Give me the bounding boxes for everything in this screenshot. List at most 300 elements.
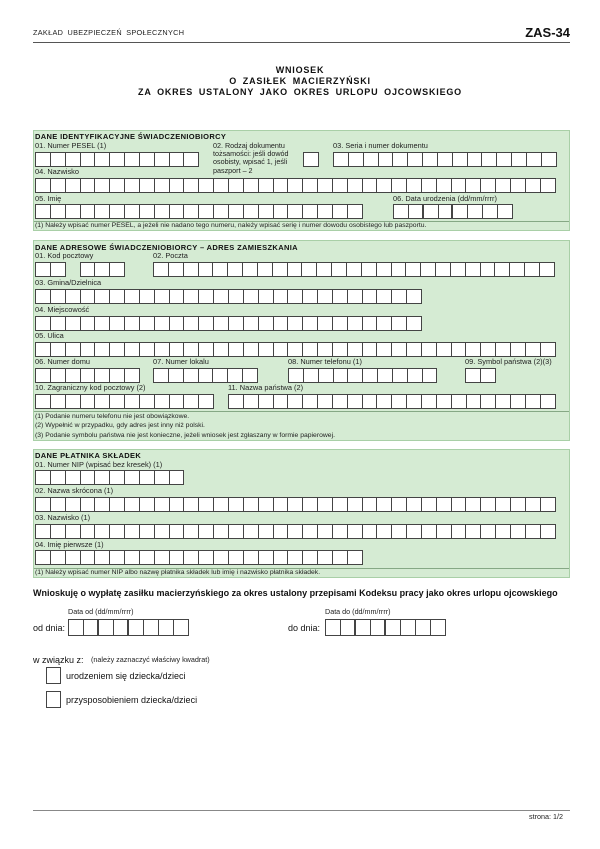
locality-cell[interactable] xyxy=(36,316,51,331)
nip-cell[interactable] xyxy=(140,470,155,485)
document-number-cell[interactable] xyxy=(542,152,557,167)
surname-cell[interactable] xyxy=(184,178,199,193)
locality-cell[interactable] xyxy=(229,316,244,331)
short-name-cell[interactable] xyxy=(422,497,437,512)
birth-date-cell[interactable] xyxy=(439,204,454,219)
country-name-cell[interactable] xyxy=(318,394,333,409)
country-name-cell[interactable] xyxy=(496,394,511,409)
locality-cell[interactable] xyxy=(51,316,66,331)
short-name-cell[interactable] xyxy=(229,497,244,512)
street-cell[interactable] xyxy=(274,342,289,357)
surname-cell[interactable] xyxy=(392,178,407,193)
country-name-cell[interactable] xyxy=(437,394,452,409)
surname-cell[interactable] xyxy=(363,178,378,193)
street-cell[interactable] xyxy=(496,342,511,357)
payer-surname-cell[interactable] xyxy=(511,524,526,539)
surname-cell[interactable] xyxy=(303,178,318,193)
payer-first-name-cell[interactable] xyxy=(155,550,170,565)
short-name-cell[interactable] xyxy=(51,497,66,512)
house-number-cell[interactable] xyxy=(110,368,125,383)
country-name-cell[interactable] xyxy=(452,394,467,409)
street-cell[interactable] xyxy=(259,342,274,357)
post-office-cell[interactable] xyxy=(481,262,496,277)
surname-cell[interactable] xyxy=(318,178,333,193)
date-from-cell[interactable] xyxy=(99,619,114,636)
nip-cell[interactable] xyxy=(66,470,81,485)
short-name-cell[interactable] xyxy=(526,497,541,512)
payer-surname-cell[interactable] xyxy=(66,524,81,539)
nip-cell[interactable] xyxy=(125,470,140,485)
payer-first-name-cell[interactable] xyxy=(81,550,96,565)
payer-surname-cell[interactable] xyxy=(437,524,452,539)
apartment-number-cell[interactable] xyxy=(213,368,228,383)
date-from-cell[interactable] xyxy=(174,619,189,636)
date-to-cell[interactable] xyxy=(341,619,356,636)
short-name-cell[interactable] xyxy=(259,497,274,512)
payer-surname-cell[interactable] xyxy=(496,524,511,539)
post-office-cell[interactable] xyxy=(495,262,510,277)
nip-cell[interactable] xyxy=(36,470,51,485)
surname-cell[interactable] xyxy=(36,178,51,193)
adoption-checkbox[interactable] xyxy=(46,691,61,708)
phone-cell[interactable] xyxy=(393,368,408,383)
foreign-postal-code-cell[interactable] xyxy=(170,394,185,409)
post-office-cell[interactable] xyxy=(406,262,421,277)
locality-cell[interactable] xyxy=(199,316,214,331)
country-name-cell[interactable] xyxy=(363,394,378,409)
surname-cell[interactable] xyxy=(333,178,348,193)
country-name-cell[interactable] xyxy=(229,394,244,409)
municipality-cell[interactable] xyxy=(288,289,303,304)
post-office-cell[interactable] xyxy=(392,262,407,277)
surname-cell[interactable] xyxy=(229,178,244,193)
municipality-cell[interactable] xyxy=(244,289,259,304)
first-name-cell[interactable] xyxy=(184,204,199,219)
short-name-cell[interactable] xyxy=(377,497,392,512)
municipality-cell[interactable] xyxy=(214,289,229,304)
first-name-cell[interactable] xyxy=(303,204,318,219)
street-cell[interactable] xyxy=(81,342,96,357)
short-name-cell[interactable] xyxy=(481,497,496,512)
post-office-cell[interactable] xyxy=(184,262,199,277)
pesel-cell[interactable] xyxy=(110,152,125,167)
street-cell[interactable] xyxy=(526,342,541,357)
nip-cell[interactable] xyxy=(155,470,170,485)
first-name-cell[interactable] xyxy=(95,204,110,219)
foreign-postal-code-cell[interactable] xyxy=(66,394,81,409)
surname-cell[interactable] xyxy=(259,178,274,193)
payer-first-name-cell[interactable] xyxy=(66,550,81,565)
municipality-cell[interactable] xyxy=(199,289,214,304)
short-name-cell[interactable] xyxy=(363,497,378,512)
document-number-cell[interactable] xyxy=(334,152,349,167)
payer-surname-cell[interactable] xyxy=(36,524,51,539)
street-cell[interactable] xyxy=(511,342,526,357)
locality-cell[interactable] xyxy=(184,316,199,331)
locality-cell[interactable] xyxy=(214,316,229,331)
phone-cell[interactable] xyxy=(363,368,378,383)
payer-first-name-cell[interactable] xyxy=(125,550,140,565)
locality-cell[interactable] xyxy=(333,316,348,331)
first-name-cell[interactable] xyxy=(229,204,244,219)
first-name-cell[interactable] xyxy=(214,204,229,219)
surname-cell[interactable] xyxy=(274,178,289,193)
locality-cell[interactable] xyxy=(155,316,170,331)
nip-cell[interactable] xyxy=(170,470,185,485)
first-name-cell[interactable] xyxy=(155,204,170,219)
street-cell[interactable] xyxy=(466,342,481,357)
street-cell[interactable] xyxy=(407,342,422,357)
municipality-cell[interactable] xyxy=(155,289,170,304)
date-to-cell[interactable] xyxy=(416,619,431,636)
post-office-cell[interactable] xyxy=(451,262,466,277)
payer-first-name-cell[interactable] xyxy=(110,550,125,565)
surname-cell[interactable] xyxy=(140,178,155,193)
phone-cell[interactable] xyxy=(289,368,304,383)
post-office-cell[interactable] xyxy=(213,262,228,277)
locality-cell[interactable] xyxy=(244,316,259,331)
surname-cell[interactable] xyxy=(244,178,259,193)
date-from-cell[interactable] xyxy=(159,619,174,636)
post-office-cell[interactable] xyxy=(199,262,214,277)
street-cell[interactable] xyxy=(348,342,363,357)
phone-cell[interactable] xyxy=(408,368,423,383)
pesel-cell[interactable] xyxy=(66,152,81,167)
street-cell[interactable] xyxy=(452,342,467,357)
payer-surname-cell[interactable] xyxy=(407,524,422,539)
short-name-cell[interactable] xyxy=(155,497,170,512)
document-number-cell[interactable] xyxy=(453,152,468,167)
first-name-cell[interactable] xyxy=(199,204,214,219)
country-name-cell[interactable] xyxy=(481,394,496,409)
postal-code-cell[interactable] xyxy=(95,262,110,277)
surname-cell[interactable] xyxy=(481,178,496,193)
street-cell[interactable] xyxy=(229,342,244,357)
street-cell[interactable] xyxy=(318,342,333,357)
first-name-cell[interactable] xyxy=(259,204,274,219)
date-from-cell[interactable] xyxy=(114,619,129,636)
locality-cell[interactable] xyxy=(288,316,303,331)
birth-date-cell[interactable] xyxy=(409,204,424,219)
payer-surname-cell[interactable] xyxy=(303,524,318,539)
short-name-cell[interactable] xyxy=(95,497,110,512)
street-cell[interactable] xyxy=(51,342,66,357)
surname-cell[interactable] xyxy=(466,178,481,193)
surname-cell[interactable] xyxy=(407,178,422,193)
municipality-cell[interactable] xyxy=(184,289,199,304)
surname-cell[interactable] xyxy=(155,178,170,193)
post-office-cell[interactable] xyxy=(347,262,362,277)
payer-surname-cell[interactable] xyxy=(452,524,467,539)
post-office-cell[interactable] xyxy=(436,262,451,277)
short-name-cell[interactable] xyxy=(303,497,318,512)
payer-first-name-cell[interactable] xyxy=(259,550,274,565)
apartment-number-cell[interactable] xyxy=(199,368,214,383)
house-number-cell[interactable] xyxy=(51,368,66,383)
locality-cell[interactable] xyxy=(318,316,333,331)
first-name-cell[interactable] xyxy=(140,204,155,219)
street-cell[interactable] xyxy=(303,342,318,357)
payer-surname-cell[interactable] xyxy=(466,524,481,539)
street-cell[interactable] xyxy=(437,342,452,357)
street-cell[interactable] xyxy=(170,342,185,357)
post-office-cell[interactable] xyxy=(228,262,243,277)
surname-cell[interactable] xyxy=(496,178,511,193)
birth-date-cell[interactable] xyxy=(498,204,513,219)
short-name-cell[interactable] xyxy=(392,497,407,512)
locality-cell[interactable] xyxy=(348,316,363,331)
short-name-cell[interactable] xyxy=(333,497,348,512)
payer-first-name-cell[interactable] xyxy=(199,550,214,565)
locality-cell[interactable] xyxy=(259,316,274,331)
municipality-cell[interactable] xyxy=(125,289,140,304)
locality-cell[interactable] xyxy=(170,316,185,331)
date-to-cell[interactable] xyxy=(356,619,371,636)
short-name-cell[interactable] xyxy=(184,497,199,512)
house-number-cell[interactable] xyxy=(36,368,51,383)
post-office-cell[interactable] xyxy=(362,262,377,277)
apartment-number-cell[interactable] xyxy=(184,368,199,383)
first-name-cell[interactable] xyxy=(348,204,363,219)
birth-date-cell[interactable] xyxy=(394,204,409,219)
payer-first-name-cell[interactable] xyxy=(214,550,229,565)
payer-first-name-cell[interactable] xyxy=(95,550,110,565)
payer-first-name-cell[interactable] xyxy=(348,550,363,565)
municipality-cell[interactable] xyxy=(259,289,274,304)
street-cell[interactable] xyxy=(363,342,378,357)
street-cell[interactable] xyxy=(214,342,229,357)
locality-cell[interactable] xyxy=(95,316,110,331)
document-number-cell[interactable] xyxy=(364,152,379,167)
surname-cell[interactable] xyxy=(66,178,81,193)
short-name-cell[interactable] xyxy=(199,497,214,512)
document-number-cell[interactable] xyxy=(423,152,438,167)
first-name-cell[interactable] xyxy=(333,204,348,219)
country-name-cell[interactable] xyxy=(541,394,556,409)
municipality-cell[interactable] xyxy=(51,289,66,304)
payer-first-name-cell[interactable] xyxy=(244,550,259,565)
nip-cell[interactable] xyxy=(81,470,96,485)
surname-cell[interactable] xyxy=(199,178,214,193)
post-office-cell[interactable] xyxy=(243,262,258,277)
date-from-cell[interactable] xyxy=(129,619,144,636)
short-name-cell[interactable] xyxy=(407,497,422,512)
municipality-cell[interactable] xyxy=(229,289,244,304)
country-code-cell[interactable] xyxy=(481,368,496,383)
locality-cell[interactable] xyxy=(140,316,155,331)
street-cell[interactable] xyxy=(125,342,140,357)
surname-cell[interactable] xyxy=(51,178,66,193)
document-number-cell[interactable] xyxy=(349,152,364,167)
locality-cell[interactable] xyxy=(392,316,407,331)
phone-cell[interactable] xyxy=(423,368,438,383)
payer-first-name-cell[interactable] xyxy=(184,550,199,565)
payer-first-name-cell[interactable] xyxy=(288,550,303,565)
first-name-cell[interactable] xyxy=(51,204,66,219)
document-number-cell[interactable] xyxy=(527,152,542,167)
short-name-cell[interactable] xyxy=(452,497,467,512)
pesel-cell[interactable] xyxy=(170,152,185,167)
payer-surname-cell[interactable] xyxy=(333,524,348,539)
foreign-postal-code-cell[interactable] xyxy=(155,394,170,409)
document-number-cell[interactable] xyxy=(468,152,483,167)
payer-first-name-cell[interactable] xyxy=(333,550,348,565)
country-name-cell[interactable] xyxy=(348,394,363,409)
date-to-cell[interactable] xyxy=(371,619,386,636)
first-name-cell[interactable] xyxy=(125,204,140,219)
date-to-cell[interactable] xyxy=(431,619,446,636)
short-name-cell[interactable] xyxy=(437,497,452,512)
street-cell[interactable] xyxy=(110,342,125,357)
post-office-cell[interactable] xyxy=(332,262,347,277)
payer-first-name-cell[interactable] xyxy=(51,550,66,565)
post-office-cell[interactable] xyxy=(510,262,525,277)
childbirth-checkbox[interactable] xyxy=(46,667,61,684)
street-cell[interactable] xyxy=(377,342,392,357)
country-name-cell[interactable] xyxy=(259,394,274,409)
surname-cell[interactable] xyxy=(511,178,526,193)
country-name-cell[interactable] xyxy=(526,394,541,409)
country-name-cell[interactable] xyxy=(377,394,392,409)
municipality-cell[interactable] xyxy=(95,289,110,304)
first-name-cell[interactable] xyxy=(318,204,333,219)
document-number-cell[interactable] xyxy=(482,152,497,167)
payer-surname-cell[interactable] xyxy=(526,524,541,539)
house-number-cell[interactable] xyxy=(95,368,110,383)
payer-surname-cell[interactable] xyxy=(51,524,66,539)
municipality-cell[interactable] xyxy=(303,289,318,304)
short-name-cell[interactable] xyxy=(81,497,96,512)
short-name-cell[interactable] xyxy=(244,497,259,512)
post-office-cell[interactable] xyxy=(302,262,317,277)
payer-surname-cell[interactable] xyxy=(259,524,274,539)
payer-surname-cell[interactable] xyxy=(140,524,155,539)
foreign-postal-code-cell[interactable] xyxy=(110,394,125,409)
house-number-cell[interactable] xyxy=(81,368,96,383)
apartment-number-cell[interactable] xyxy=(169,368,184,383)
postal-code-cell[interactable] xyxy=(51,262,66,277)
payer-surname-cell[interactable] xyxy=(229,524,244,539)
payer-first-name-cell[interactable] xyxy=(36,550,51,565)
post-office-cell[interactable] xyxy=(154,262,169,277)
first-name-cell[interactable] xyxy=(36,204,51,219)
municipality-cell[interactable] xyxy=(36,289,51,304)
foreign-postal-code-cell[interactable] xyxy=(81,394,96,409)
short-name-cell[interactable] xyxy=(496,497,511,512)
post-office-cell[interactable] xyxy=(169,262,184,277)
municipality-cell[interactable] xyxy=(333,289,348,304)
phone-cell[interactable] xyxy=(334,368,349,383)
municipality-cell[interactable] xyxy=(318,289,333,304)
nip-cell[interactable] xyxy=(51,470,66,485)
payer-first-name-cell[interactable] xyxy=(303,550,318,565)
payer-surname-cell[interactable] xyxy=(184,524,199,539)
surname-cell[interactable] xyxy=(377,178,392,193)
pesel-cell[interactable] xyxy=(155,152,170,167)
short-name-cell[interactable] xyxy=(110,497,125,512)
payer-surname-cell[interactable] xyxy=(392,524,407,539)
municipality-cell[interactable] xyxy=(407,289,422,304)
street-cell[interactable] xyxy=(155,342,170,357)
country-name-cell[interactable] xyxy=(407,394,422,409)
country-name-cell[interactable] xyxy=(288,394,303,409)
street-cell[interactable] xyxy=(288,342,303,357)
payer-surname-cell[interactable] xyxy=(199,524,214,539)
foreign-postal-code-cell[interactable] xyxy=(199,394,214,409)
apartment-number-cell[interactable] xyxy=(228,368,243,383)
payer-surname-cell[interactable] xyxy=(95,524,110,539)
apartment-number-cell[interactable] xyxy=(154,368,169,383)
first-name-cell[interactable] xyxy=(66,204,81,219)
document-number-cell[interactable] xyxy=(497,152,512,167)
payer-surname-cell[interactable] xyxy=(244,524,259,539)
foreign-postal-code-cell[interactable] xyxy=(51,394,66,409)
apartment-number-cell[interactable] xyxy=(243,368,258,383)
date-from-cell[interactable] xyxy=(144,619,159,636)
nip-cell[interactable] xyxy=(110,470,125,485)
foreign-postal-code-cell[interactable] xyxy=(36,394,51,409)
payer-surname-cell[interactable] xyxy=(155,524,170,539)
short-name-cell[interactable] xyxy=(541,497,556,512)
birth-date-cell[interactable] xyxy=(468,204,483,219)
municipality-cell[interactable] xyxy=(170,289,185,304)
locality-cell[interactable] xyxy=(66,316,81,331)
foreign-postal-code-cell[interactable] xyxy=(140,394,155,409)
surname-cell[interactable] xyxy=(214,178,229,193)
pesel-cell[interactable] xyxy=(125,152,140,167)
surname-cell[interactable] xyxy=(437,178,452,193)
street-cell[interactable] xyxy=(199,342,214,357)
surname-cell[interactable] xyxy=(95,178,110,193)
first-name-cell[interactable] xyxy=(170,204,185,219)
country-code-cell[interactable] xyxy=(466,368,481,383)
short-name-cell[interactable] xyxy=(214,497,229,512)
pesel-cell[interactable] xyxy=(184,152,199,167)
street-cell[interactable] xyxy=(36,342,51,357)
surname-cell[interactable] xyxy=(170,178,185,193)
document-number-cell[interactable] xyxy=(393,152,408,167)
payer-first-name-cell[interactable] xyxy=(274,550,289,565)
payer-surname-cell[interactable] xyxy=(110,524,125,539)
payer-first-name-cell[interactable] xyxy=(140,550,155,565)
date-to-cell[interactable] xyxy=(326,619,341,636)
house-number-cell[interactable] xyxy=(125,368,140,383)
post-office-cell[interactable] xyxy=(258,262,273,277)
payer-surname-cell[interactable] xyxy=(377,524,392,539)
locality-cell[interactable] xyxy=(407,316,422,331)
document-number-cell[interactable] xyxy=(438,152,453,167)
date-from-cell[interactable] xyxy=(69,619,84,636)
street-cell[interactable] xyxy=(481,342,496,357)
payer-surname-cell[interactable] xyxy=(274,524,289,539)
post-office-cell[interactable] xyxy=(288,262,303,277)
date-to-cell[interactable] xyxy=(386,619,401,636)
short-name-cell[interactable] xyxy=(125,497,140,512)
locality-cell[interactable] xyxy=(363,316,378,331)
payer-surname-cell[interactable] xyxy=(363,524,378,539)
document-number-cell[interactable] xyxy=(379,152,394,167)
payer-surname-cell[interactable] xyxy=(481,524,496,539)
post-office-cell[interactable] xyxy=(540,262,555,277)
date-from-cell[interactable] xyxy=(84,619,99,636)
pesel-cell[interactable] xyxy=(81,152,96,167)
payer-first-name-cell[interactable] xyxy=(229,550,244,565)
first-name-cell[interactable] xyxy=(110,204,125,219)
nip-cell[interactable] xyxy=(95,470,110,485)
birth-date-cell[interactable] xyxy=(483,204,498,219)
payer-surname-cell[interactable] xyxy=(422,524,437,539)
country-name-cell[interactable] xyxy=(511,394,526,409)
